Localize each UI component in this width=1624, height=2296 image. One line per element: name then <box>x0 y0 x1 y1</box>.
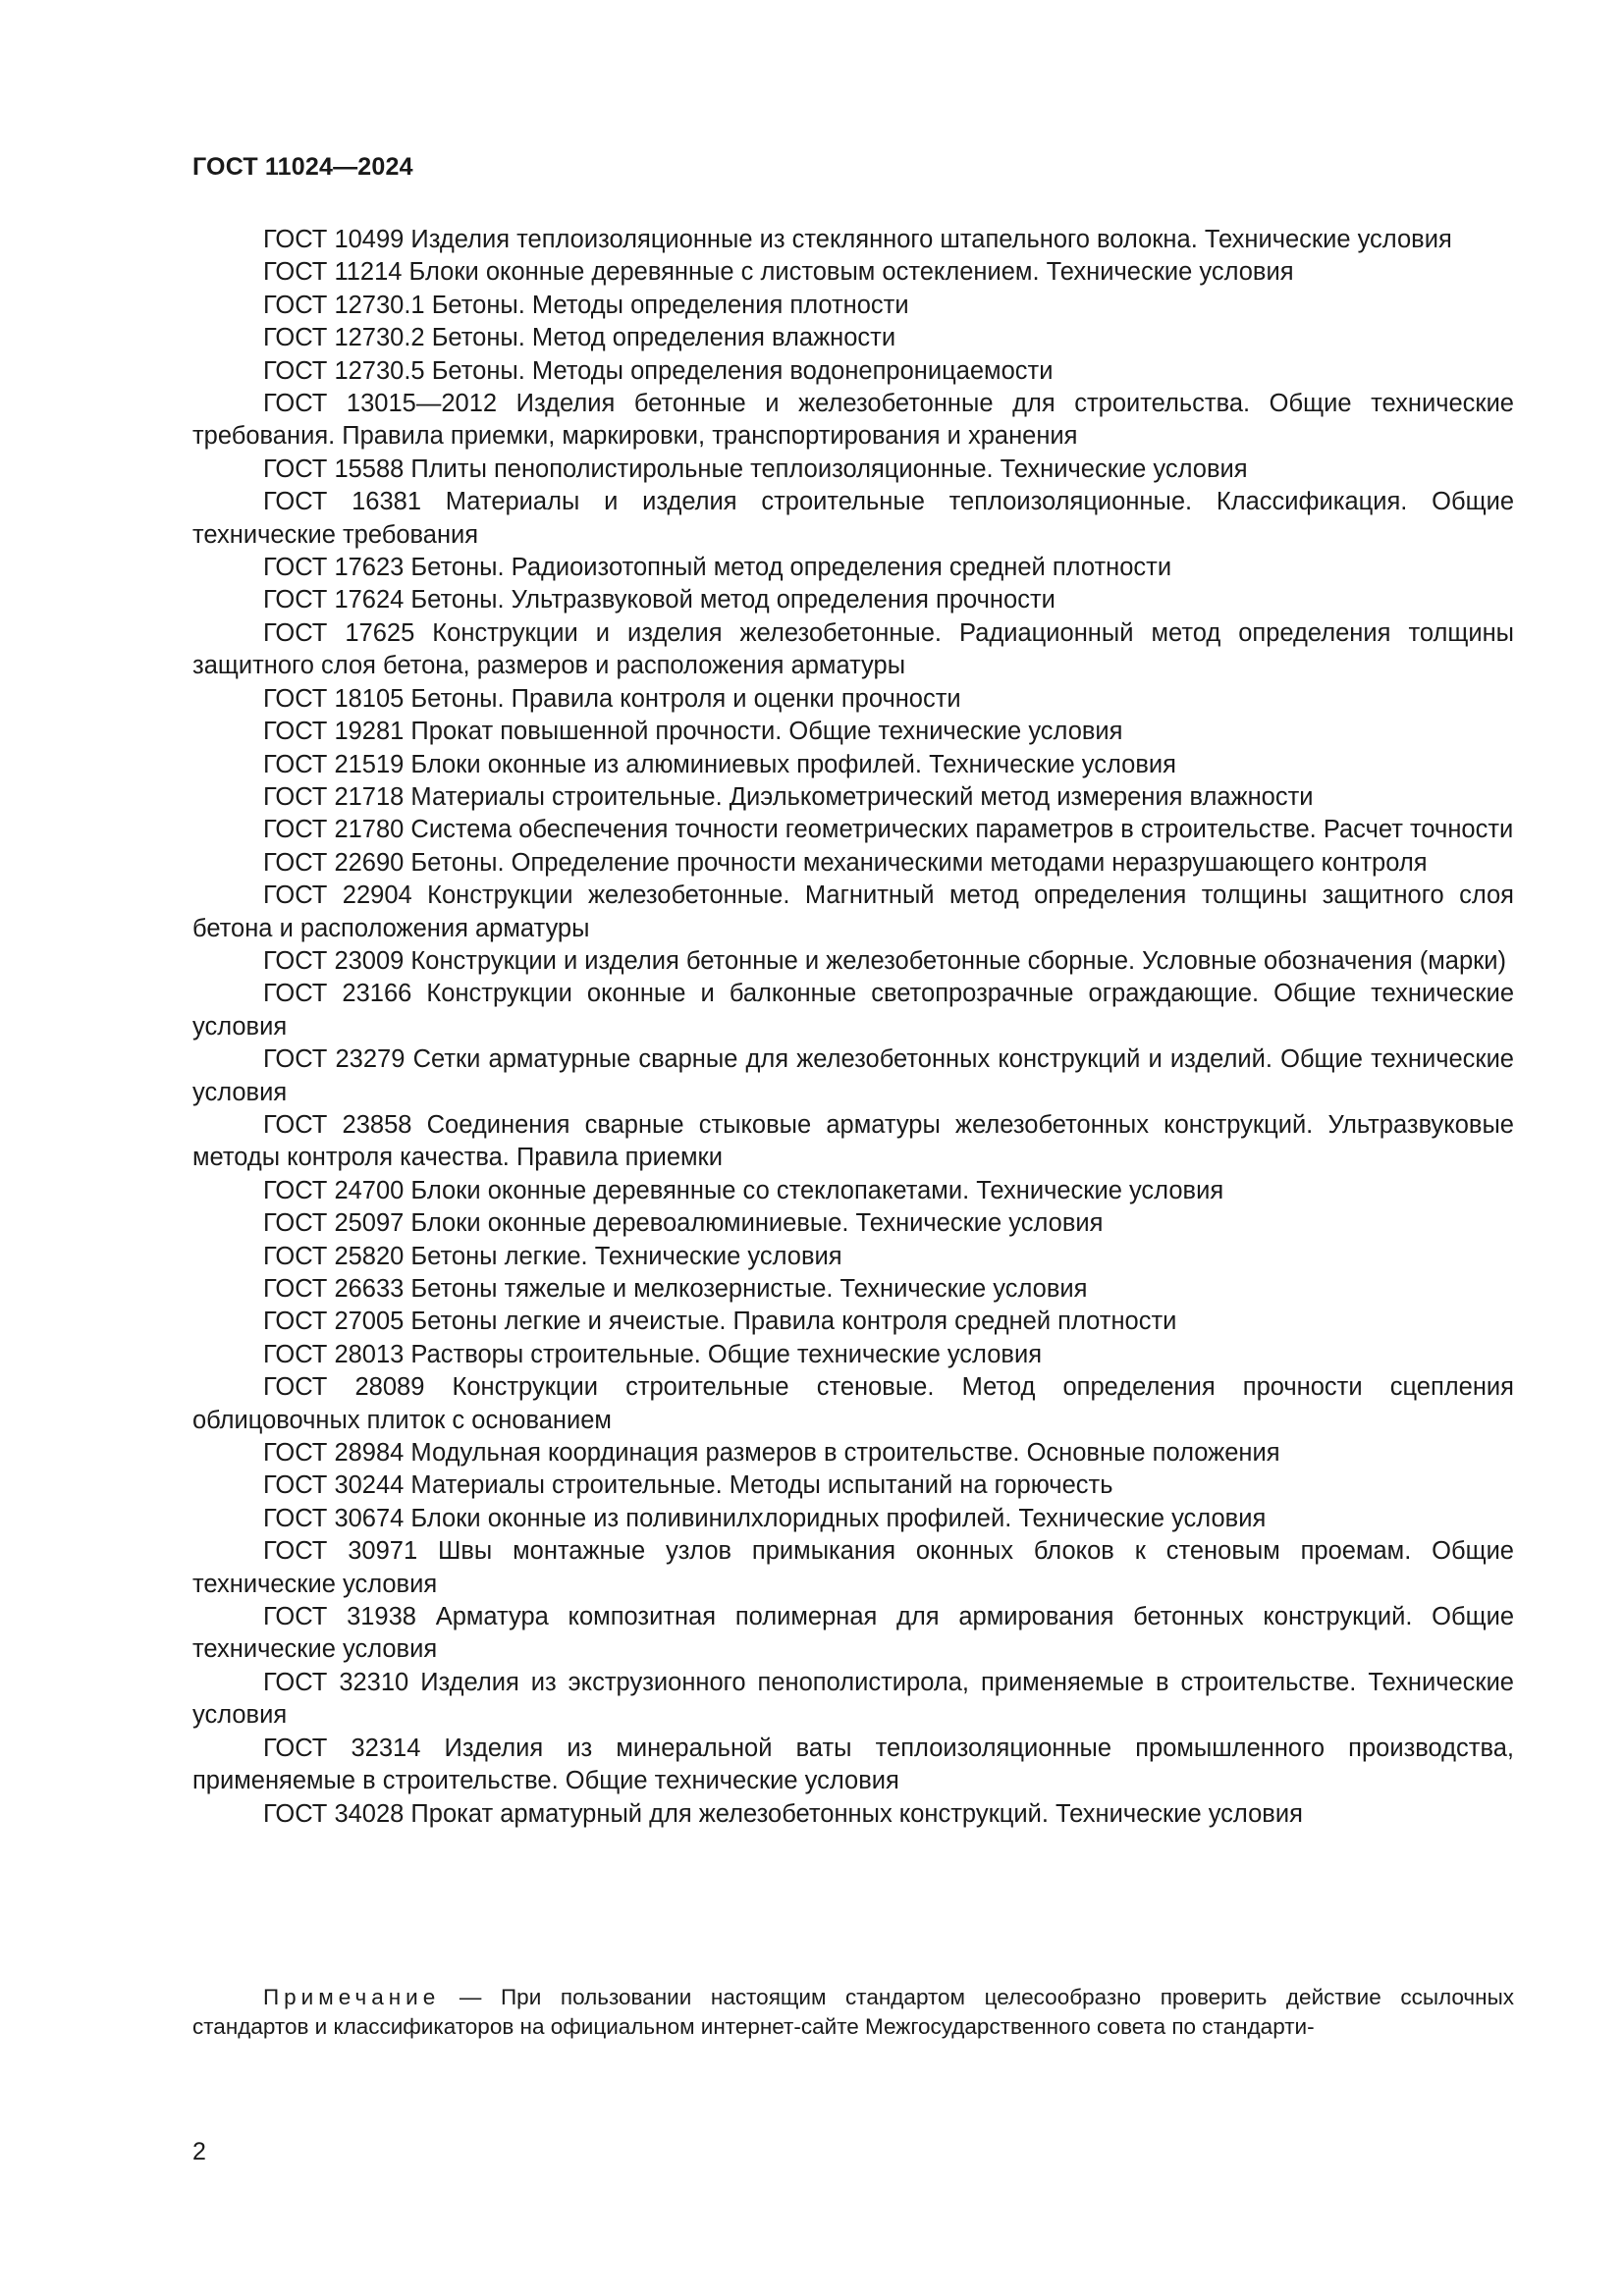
reference-item: ГОСТ 19281 Прокат повышенной прочности. Общие технические условия <box>263 718 1123 746</box>
reference-item: ГОСТ 16381 Материалы и изделия строительные теплоизоляционные. Классификация. Общие технические требования <box>192 488 1514 549</box>
reference-item: ГОСТ 21519 Блоки оконные из алюминиевых профилей. Технические условия <box>263 750 1176 778</box>
note-label: Примечание <box>263 1985 441 2009</box>
reference-item: ГОСТ 18105 Бетоны. Правила контроля и оценки прочности <box>263 684 961 713</box>
page-number: 2 <box>192 2138 206 2165</box>
reference-item: ГОСТ 12730.1 Бетоны. Методы определения плотности <box>263 291 909 319</box>
reference-item: ГОСТ 23009 Конструкции и изделия бетонные и железобетонные сборные. Условные обозначения (марки) <box>263 946 1507 975</box>
reference-item: ГОСТ 21718 Материалы строительные. Диэлькометрический метод измерения влажности <box>263 782 1314 811</box>
reference-item: ГОСТ 25097 Блоки оконные деревоалюминиевые. Технические условия <box>263 1209 1104 1238</box>
reference-item: ГОСТ 25820 Бетоны легкие. Технические условия <box>263 1242 842 1270</box>
reference-item: ГОСТ 17625 Конструкции и изделия железобетонные. Радиационный метод определения толщины защитного слоя бетона, размеров и расположения арматуры <box>192 618 1514 680</box>
reference-item: ГОСТ 28013 Растворы строительные. Общие технические условия <box>263 1340 1043 1368</box>
reference-item: ГОСТ 21780 Система обеспечения точности геометрических параметров в строительстве. Расчет точности <box>263 816 1514 844</box>
note-paragraph <box>192 1983 1514 2042</box>
reference-item: ГОСТ 22904 Конструкции железобетонные. Магнитный метод определения толщины защитного слоя бетона и расположения арматуры <box>192 881 1514 942</box>
reference-item: ГОСТ 30674 Блоки оконные из поливинилхлоридных профилей. Технические условия <box>263 1504 1267 1532</box>
document-header: ГОСТ 11024—2024 <box>192 153 413 181</box>
reference-item: ГОСТ 23279 Сетки арматурные сварные для железобетонных конструкций и изделий. Общие технические условия <box>192 1045 1514 1106</box>
reference-item: ГОСТ 23858 Соединения сварные стыковые арматуры железобетонных конструкций. Ультразвуковые методы контроля качества. Правила приемки <box>192 1110 1514 1172</box>
reference-item: ГОСТ 12730.2 Бетоны. Метод определения влажности <box>263 324 896 352</box>
reference-item: ГОСТ 32310 Изделия из экструзионного пенополистирола, применяемые в строительстве. Технические условия <box>192 1668 1514 1730</box>
reference-item: ГОСТ 27005 Бетоны легкие и ячеистые. Правила контроля средней плотности <box>263 1308 1177 1336</box>
reference-item: ГОСТ 22690 Бетоны. Определение прочности механическими методами неразрушающего контроля <box>263 848 1428 877</box>
reference-item: ГОСТ 13015—2012 Изделия бетонные и железобетонные для строительства. Общие технические требования. Правила приемки, маркировки, транспортирования и хранения <box>192 390 1514 451</box>
reference-item: ГОСТ 11214 Блоки оконные деревянные с листовым остеклением. Технические условия <box>263 258 1294 287</box>
reference-item: ГОСТ 32314 Изделия из минеральной ваты теплоизоляционные промышленного производства, применяемые в строительстве. Общие технические условия <box>192 1734 1514 1795</box>
reference-item: ГОСТ 28984 Модульная координация размеров в строительстве. Основные положения <box>263 1439 1280 1468</box>
reference-item: ГОСТ 26633 Бетоны тяжелые и мелкозернистые. Технические условия <box>263 1275 1088 1303</box>
reference-item: ГОСТ 15588 Плиты пенополистирольные теплоизоляционные. Технические условия <box>263 454 1248 483</box>
reference-item: ГОСТ 23166 Конструкции оконные и балконные светопрозрачные ограждающие. Общие технические условия <box>192 980 1514 1041</box>
reference-item: ГОСТ 17623 Бетоны. Радиоизотопный метод определения средней плотности <box>263 554 1172 582</box>
reference-item: ГОСТ 34028 Прокат арматурный для железобетонных конструкций. Технические условия <box>263 1799 1303 1828</box>
reference-item: ГОСТ 12730.5 Бетоны. Методы определения водонепроницаемости <box>263 356 1054 385</box>
normative-references-list <box>192 224 1514 1831</box>
reference-item: ГОСТ 17624 Бетоны. Ультразвуковой метод определения прочности <box>263 586 1056 614</box>
reference-item: ГОСТ 10499 Изделия теплоизоляционные из стеклянного штапельного волокна. Технические условия <box>263 226 1452 253</box>
reference-item: ГОСТ 28089 Конструкции строительные стеновые. Метод определения прочности сцепления облицовочных плиток с основанием <box>192 1373 1514 1434</box>
reference-item: ГОСТ 31938 Арматура композитная полимерная для армирования бетонных конструкций. Общие технические условия <box>192 1603 1514 1664</box>
reference-item: ГОСТ 30244 Материалы строительные. Методы испытаний на горючесть <box>263 1471 1113 1500</box>
reference-item: ГОСТ 24700 Блоки оконные деревянные со стеклопакетами. Технические условия <box>263 1176 1224 1204</box>
note-text: — При пользовании настоящим стандартом целесообразно проверить действие ссылочных стандартов и классификаторов на официальном интернет-сайте Межгосударственного совета по стандарти- <box>192 1985 1514 2039</box>
reference-item: ГОСТ 30971 Швы монтажные узлов примыкания оконных блоков к стеновым проемам. Общие технические условия <box>192 1537 1514 1598</box>
